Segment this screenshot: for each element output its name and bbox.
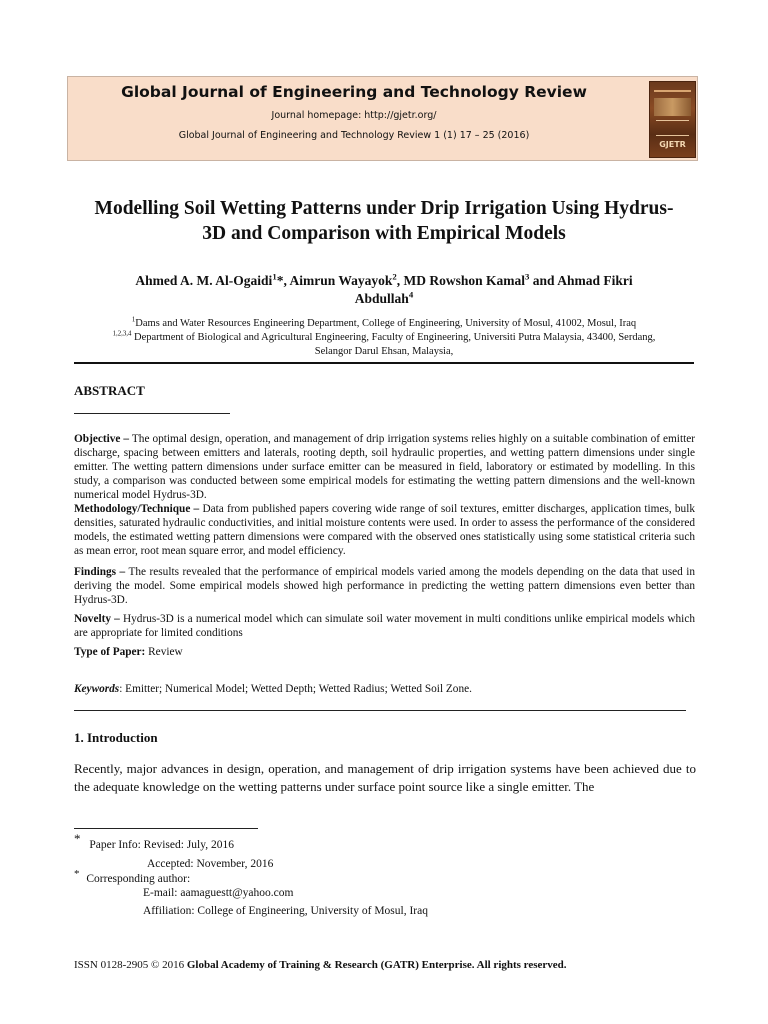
paper-title xyxy=(70,196,698,246)
author-1-mark: *, xyxy=(276,273,290,288)
journal-citation: Global Journal of Engineering and Technology Review 1 (1) 17 – 25 (2016) xyxy=(178,130,530,141)
journal-title: Global Journal of Engineering and Technology Review xyxy=(121,83,587,101)
journal-header xyxy=(67,76,698,161)
methodology-text: Data from published papers covering wide range of soil textures, emitter discharges, application times, bulk densities, saturated hydraulic conductivities, and initial moisture contents were used. In order to assess the performance of the considered models, the estimated wetting pattern dimensions were compared with the observed ones statistically using some statistical criteria such as mean error, root mean square error, and model efficiency. xyxy=(74,503,695,557)
footnote-accepted: Accepted: November, 2016 xyxy=(147,858,274,870)
author-1-sup: 1 xyxy=(272,271,277,282)
footnote-paper-info xyxy=(74,831,234,852)
intro-heading: 1. Introduction xyxy=(74,730,158,745)
keywords-label: Keywords xyxy=(74,683,120,695)
title-line-2: 3D and Comparison with Empirical Models xyxy=(202,223,566,244)
footnote-affiliation: Affiliation: College of Engineering, University of Mosul, Iraq xyxy=(143,905,428,917)
objective-label: Objective – xyxy=(74,433,130,445)
paper-type-label: Type of Paper: xyxy=(74,646,146,658)
paper-info-text: Paper Info: Revised: July, 2016 xyxy=(89,839,234,851)
author-list xyxy=(70,272,698,308)
corresponding-text: Corresponding author: xyxy=(86,873,191,885)
affiliation-1-sup: 1 xyxy=(131,316,136,324)
novelty-text: Hydrus-3D is a numerical model which can simulate soil water movement in multi conditions unlike empirical models which are appropriate for limited conditions xyxy=(74,613,695,639)
abstract-methodology xyxy=(74,502,695,558)
abstract-novelty xyxy=(74,612,695,640)
header-divider xyxy=(74,362,694,364)
footer-copyright xyxy=(74,959,567,971)
novelty-label: Novelty – xyxy=(74,613,120,625)
issn-text: ISSN 0128-2905 © 2016 xyxy=(74,959,187,971)
affiliation-2-text: Department of Biological and Agricultural Engineering, Faculty of Engineering, Universiti Putra Malaysia, 43400, Serdang, xyxy=(131,332,656,343)
objective-text: The optimal design, operation, and management of drip irrigation systems relies highly on a suitable combination of emitter discharge, spacing between emitters and laterals, rooting depth, soil hydraulic properties, and wetting pattern dimensions under single emitter. The wetting pattern dimensions under surface emitter can be measured in field, laboratory or estimated by modelling. In this study, a comparison was conducted between some empirical models for estimating the wetting pattern dimensions and the well-known numerical model Hydrus-3D. xyxy=(74,433,696,501)
affiliation-2-sup: 1,2,3,4 xyxy=(112,330,132,338)
author-3-sup: 3 xyxy=(525,271,530,282)
journal-cover-image xyxy=(649,81,696,158)
author-2: Aimrun Wayayok xyxy=(289,273,393,288)
abstract-findings xyxy=(74,565,695,607)
title-line-1: Modelling Soil Wetting Patterns under Drip Irrigation Using Hydrus- xyxy=(94,198,674,219)
abstract-objective xyxy=(74,432,695,502)
affiliation-1 xyxy=(70,317,698,331)
affiliation-1-text: Dams and Water Resources Engineering Department, College of Engineering, University of Mosul, 41002, Mosul, Iraq xyxy=(135,318,637,329)
keywords-text: : Emitter; Numerical Model; Wetted Depth; Wetted Radius; Wetted Soil Zone. xyxy=(119,683,472,695)
footnote-corresponding xyxy=(74,868,191,886)
footnote-star-2: * xyxy=(74,868,80,881)
findings-text: The results revealed that the performance of empirical models varied among the models depending on the data that used in deriving the model. Some empirical models showed high performance in predicting the wetting pattern dimensions even better than Hydrus-3D. xyxy=(74,566,696,606)
cover-logo: GJETR xyxy=(659,140,686,149)
abstract-paper-type xyxy=(74,645,695,659)
publisher-text: Global Academy of Training & Research (GATR) Enterprise. All rights reserved. xyxy=(186,959,567,971)
author-4-sup: 4 xyxy=(408,289,414,300)
author-4: and Ahmad Fikri xyxy=(529,273,633,288)
abstract-heading: ABSTRACT xyxy=(74,383,145,398)
paper-type-text: Review xyxy=(145,646,183,658)
affiliation-2-text-cont: Selangor Darul Ehsan, Malaysia, xyxy=(314,345,454,357)
journal-homepage[interactable]: Journal homepage: http://gjetr.org/ xyxy=(271,110,437,121)
footnote-email[interactable]: E-mail: aamaguestt@yahoo.com xyxy=(143,887,294,899)
affiliation-2 xyxy=(70,331,698,358)
author-1: Ahmed A. M. Al-Ogaidi xyxy=(135,273,273,288)
footnote-star-1: * xyxy=(74,831,81,847)
keywords-divider xyxy=(74,710,686,711)
author-4-surname: Abdullah xyxy=(354,291,409,306)
findings-label: Findings – xyxy=(74,566,126,578)
keywords xyxy=(74,682,695,696)
author-2-sup: 2 xyxy=(392,271,397,282)
intro-text: Recently, major advances in design, operation, and management of drip irrigation systems have been achieved due to the adequate knowledge on the wetting patterns under surface point source like a single emitter. The xyxy=(74,761,696,794)
methodology-label: Methodology/Technique – xyxy=(74,503,200,515)
author-3: , MD Rowshon Kamal xyxy=(396,273,526,288)
footnote-divider xyxy=(74,828,258,829)
abstract-underline xyxy=(74,413,230,414)
